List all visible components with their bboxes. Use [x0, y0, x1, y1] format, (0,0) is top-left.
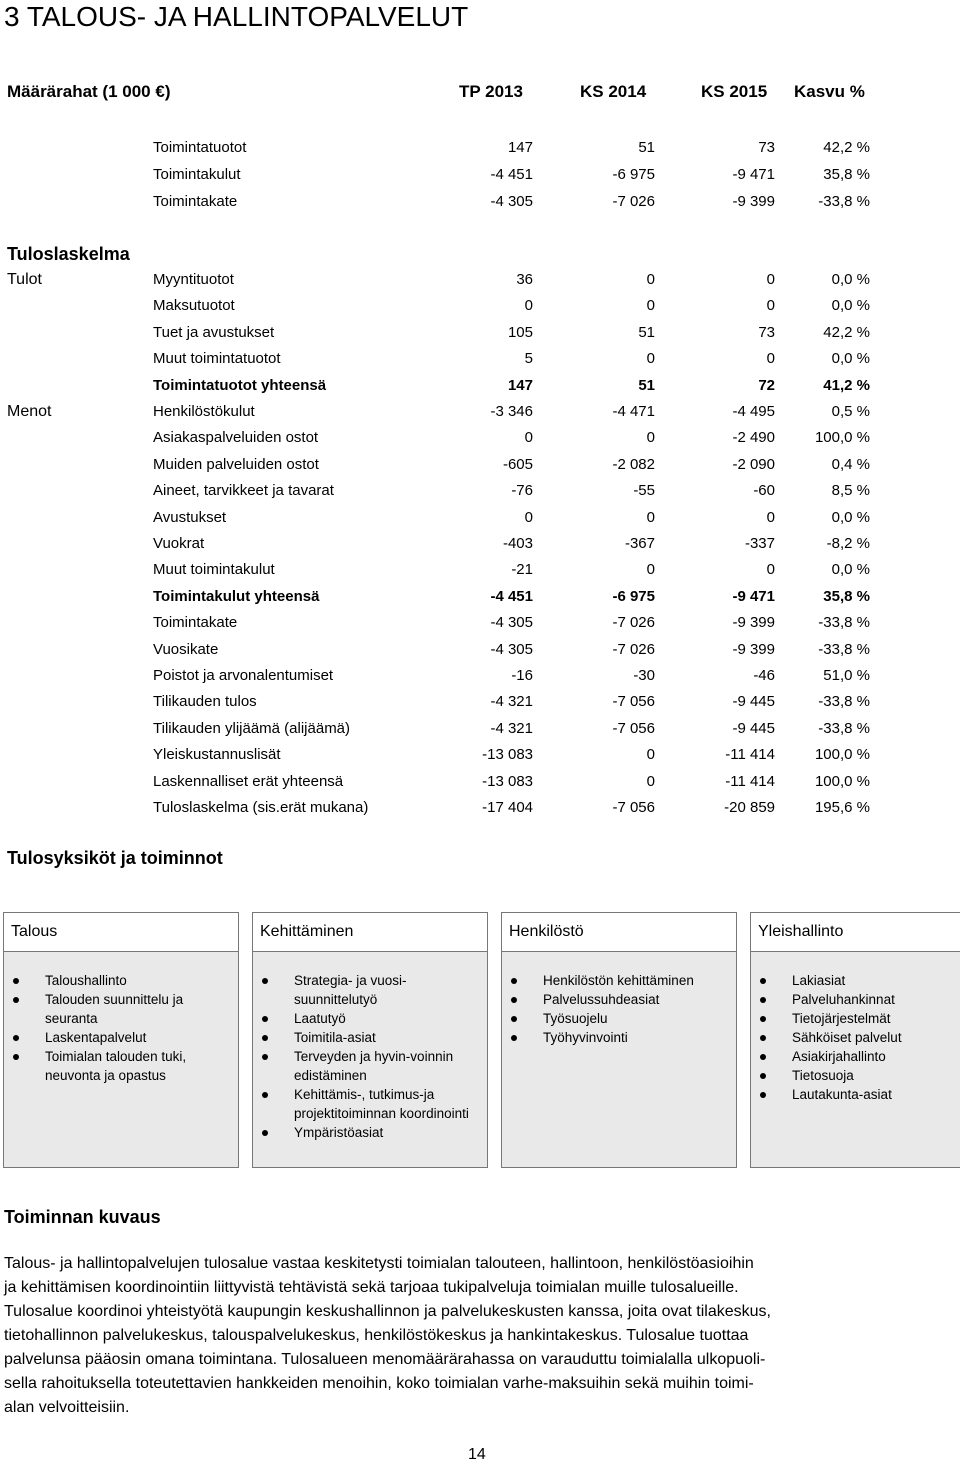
- unit-title: Yleishallinto: [751, 913, 960, 952]
- value-tp2013: -403: [502, 535, 533, 552]
- unit-item-list: [4, 971, 238, 1085]
- table-header-ks2014: KS 2014: [580, 82, 647, 101]
- description-line: Talous- ja hallintopalvelujen tulosalue vastaa keskitetysti toimialan talouteen, hallintoon, henkilöstöasioihin: [4, 1255, 754, 1272]
- value-ks2014: -7 026: [612, 614, 655, 632]
- value-ks2014: 51: [638, 376, 655, 394]
- value-growth: 0,0 %: [831, 508, 870, 526]
- value-tp2013: -4 321: [490, 693, 533, 711]
- value-growth: 41,2 %: [823, 376, 870, 394]
- list-item: [4, 990, 238, 1028]
- row-label: Poistot ja arvonalentumiset: [153, 667, 334, 684]
- group-label: Tulot: [7, 271, 42, 288]
- value-growth: 51,0 %: [823, 667, 870, 684]
- value-ks2014: -55: [633, 482, 655, 500]
- row-label: Muiden palveluiden ostot: [153, 455, 319, 473]
- value-ks2014: 0: [646, 508, 655, 526]
- value-ks2014: -30: [633, 667, 655, 684]
- bullet-icon: [511, 1016, 517, 1022]
- list-item: [253, 1085, 487, 1123]
- table-header-ks2015: KS 2015: [701, 82, 768, 101]
- table-row: [0, 639, 960, 661]
- description-line: alan velvoitteisiin.: [4, 1399, 130, 1416]
- value-growth: 100,0 %: [814, 429, 870, 447]
- bullet-icon: [262, 978, 268, 984]
- list-item-text: Työhyvinvointi: [543, 1030, 628, 1045]
- list-item: [751, 1066, 960, 1085]
- bullet-icon: [760, 1054, 766, 1060]
- value-tp2013: -4 321: [490, 719, 533, 737]
- value-ks2015: -9 471: [732, 166, 775, 183]
- value-ks2015: -9 399: [732, 640, 775, 658]
- value-ks2014: -367: [624, 535, 655, 552]
- value-tp2013: 0: [524, 429, 533, 447]
- row-label: Tilikauden ylijäämä (alijäämä): [153, 719, 351, 737]
- value-tp2013: -17 404: [482, 799, 533, 816]
- bullet-icon: [262, 1035, 268, 1041]
- row-label: Muut toimintatuotot: [153, 350, 281, 368]
- unit-title: Kehittäminen: [253, 913, 487, 952]
- table-row: [0, 533, 960, 555]
- row-label: Vuokrat: [153, 535, 205, 552]
- value-ks2015: -20 859: [724, 799, 775, 816]
- value-tp2013: 5: [524, 350, 533, 368]
- value-ks2014: -4 471: [612, 403, 655, 420]
- row-label: Asiakaspalveluiden ostot: [153, 429, 319, 447]
- row-label: Toimintakulut: [153, 166, 241, 183]
- bullet-icon: [13, 1035, 19, 1041]
- row-label: Yleiskustannuslisät: [153, 746, 281, 764]
- value-tp2013: 147: [507, 139, 533, 156]
- value-ks2014: 0: [646, 561, 655, 579]
- table-row: [0, 797, 960, 819]
- description-line: Tulosalue koordinoi yhteistyötä kaupungin keskushallinnon ja palvelukeskusten kanssa, joita ovat tilakeskus,: [4, 1303, 771, 1320]
- list-item-text: Tietosuoja: [792, 1068, 854, 1083]
- table-row: [0, 401, 960, 423]
- bullet-icon: [760, 1073, 766, 1079]
- bullet-icon: [13, 997, 19, 1003]
- value-ks2015: -11 414: [725, 746, 775, 764]
- group-label: Menot: [7, 403, 52, 420]
- value-ks2015: 73: [758, 139, 775, 156]
- table-row: [0, 137, 960, 159]
- value-ks2015: -337: [744, 535, 775, 552]
- row-label: Toimintakate: [153, 614, 238, 632]
- value-tp2013: -4 305: [490, 614, 533, 632]
- list-item: [502, 1028, 736, 1047]
- table-row: [0, 191, 960, 213]
- row-label: Tuet ja avustukset: [153, 323, 275, 341]
- list-item-text: Toimitila-asiat: [294, 1030, 376, 1045]
- value-growth: 0,0 %: [831, 271, 870, 288]
- list-item: [253, 1047, 487, 1085]
- list-item-text: Strategia- ja vuosi-suunnittelutyö: [294, 973, 407, 1007]
- table-row: [0, 454, 960, 476]
- value-ks2014: -6 975: [612, 587, 655, 605]
- value-ks2015: 0: [766, 271, 775, 288]
- table-row: [0, 348, 960, 370]
- value-growth: 35,8 %: [823, 166, 870, 183]
- value-tp2013: -605: [502, 455, 533, 473]
- value-ks2014: -7 056: [612, 799, 655, 816]
- value-growth: 42,2 %: [823, 323, 870, 341]
- list-item-text: Henkilöstön kehittäminen: [543, 973, 694, 988]
- list-item: [751, 971, 960, 990]
- value-ks2015: 73: [758, 323, 775, 341]
- list-item: [502, 971, 736, 990]
- bullet-icon: [760, 1092, 766, 1098]
- value-growth: -8,2 %: [826, 535, 870, 552]
- value-tp2013: -16: [511, 667, 533, 684]
- list-item-text: Terveyden ja hyvin-voinnin edistäminen: [294, 1049, 454, 1083]
- value-ks2014: -7 026: [612, 640, 655, 658]
- value-tp2013: 0: [524, 508, 533, 526]
- description-line: palvelunsa pääosin omana toimintana. Tulosalueen menomäärärahassa on varauduttu toimialalla ulkopuoli-: [4, 1351, 766, 1368]
- value-tp2013: -3 346: [490, 403, 533, 420]
- list-item: [502, 990, 736, 1009]
- list-item: [4, 1028, 238, 1047]
- row-label: Avustukset: [153, 508, 227, 526]
- bullet-icon: [511, 997, 517, 1003]
- description-title: Toiminnan kuvaus: [4, 1207, 161, 1227]
- value-growth: -33,8 %: [818, 640, 870, 658]
- row-label: Toimintatuotot: [153, 139, 247, 156]
- bullet-icon: [13, 978, 19, 984]
- value-ks2015: 0: [766, 508, 775, 526]
- table-row: [0, 164, 960, 186]
- value-tp2013: -13 083: [482, 772, 533, 790]
- list-item: [751, 1085, 960, 1104]
- list-item: [502, 1009, 736, 1028]
- value-ks2015: -11 414: [725, 772, 775, 790]
- value-tp2013: -4 451: [490, 587, 533, 605]
- row-label: Muut toimintakulut: [153, 561, 275, 579]
- table-row: [0, 375, 960, 397]
- row-label: Aineet, tarvikkeet ja tavarat: [153, 482, 334, 500]
- value-ks2015: 0: [766, 350, 775, 368]
- value-growth: 100,0 %: [814, 746, 870, 764]
- table-header-growth: Kasvu %: [794, 82, 865, 101]
- value-growth: 0,0 %: [831, 350, 870, 368]
- unit-box: [3, 912, 239, 1168]
- row-label: Laskennalliset erät yhteensä: [153, 772, 344, 790]
- income-statement-title: Tuloslaskelma: [7, 244, 130, 264]
- list-item: [751, 1047, 960, 1066]
- value-ks2014: -7 026: [612, 193, 655, 210]
- value-ks2015: -9 399: [732, 193, 775, 210]
- table-row: [0, 691, 960, 713]
- value-ks2014: 0: [646, 350, 655, 368]
- value-growth: 8,5 %: [831, 482, 870, 500]
- bullet-icon: [511, 1035, 517, 1041]
- unit-title: Henkilöstö: [502, 913, 736, 952]
- value-growth: 0,5 %: [831, 403, 870, 420]
- table-header-label: Määrärahat (1 000 €): [7, 82, 171, 101]
- table-row: [0, 269, 960, 291]
- list-item-text: Laskentapalvelut: [45, 1030, 147, 1045]
- value-ks2014: 51: [638, 323, 655, 341]
- value-growth: 0,0 %: [831, 297, 870, 315]
- list-item-text: Asiakirjahallinto: [792, 1049, 886, 1064]
- table-row: [0, 507, 960, 529]
- bullet-icon: [262, 1016, 268, 1022]
- value-ks2014: -2 082: [612, 455, 655, 473]
- value-ks2015: -9 471: [732, 587, 775, 605]
- row-label: Toimintatuotot yhteensä: [153, 376, 327, 394]
- value-tp2013: 105: [507, 323, 533, 341]
- list-item: [4, 1047, 238, 1085]
- list-item: [751, 1009, 960, 1028]
- list-item-text: Talouden suunnittelu ja seuranta: [45, 992, 184, 1026]
- value-growth: -33,8 %: [818, 614, 870, 632]
- description-text: [4, 1252, 949, 1420]
- value-ks2014: -7 056: [612, 693, 655, 711]
- table-row: [0, 322, 960, 344]
- table-row: [0, 744, 960, 766]
- table-row: [0, 718, 960, 740]
- row-label: Myyntituotot: [153, 271, 234, 288]
- page-title: 3 TALOUS- JA HALLINTOPALVELUT: [4, 1, 469, 32]
- value-tp2013: -4 305: [490, 640, 533, 658]
- value-ks2014: 0: [646, 271, 655, 288]
- value-ks2015: -46: [753, 667, 775, 684]
- list-item-text: Taloushallinto: [45, 973, 127, 988]
- bullet-icon: [760, 1016, 766, 1022]
- value-tp2013: -21: [511, 561, 533, 579]
- units-title: Tulosyksiköt ja toiminnot: [7, 848, 223, 868]
- value-tp2013: -13 083: [482, 746, 533, 764]
- bullet-icon: [760, 1035, 766, 1041]
- row-label: Henkilöstökulut: [153, 403, 255, 420]
- value-ks2015: -9 445: [732, 693, 775, 711]
- list-item-text: Ympäristöasiat: [294, 1125, 384, 1140]
- unit-item-list: [751, 971, 960, 1104]
- value-tp2013: 0: [524, 297, 533, 315]
- list-item-text: Tietojärjestelmät: [792, 1011, 891, 1026]
- page-number: 14: [468, 1446, 486, 1463]
- unit-box: [501, 912, 737, 1168]
- list-item-text: Kehittämis-, tutkimus-ja projektitoiminnan koordinointi: [294, 1087, 469, 1121]
- list-item: [253, 1009, 487, 1028]
- value-ks2014: 0: [646, 297, 655, 315]
- row-label: Toimintakate: [153, 193, 238, 210]
- description-line: tietohallinnon palvelukeskus, talouspalvelukeskus, henkilöstökeskus ja hankintakeskus. Tulosalue tuottaa: [4, 1327, 749, 1344]
- value-ks2014: 0: [646, 429, 655, 447]
- bullet-icon: [262, 1092, 268, 1098]
- list-item: [253, 1123, 487, 1142]
- value-ks2015: -4 495: [732, 403, 775, 420]
- bullet-icon: [760, 978, 766, 984]
- value-ks2015: 0: [766, 297, 775, 315]
- value-tp2013: -76: [511, 482, 533, 500]
- unit-box: [252, 912, 488, 1168]
- value-growth: -33,8 %: [818, 693, 870, 711]
- value-ks2015: 0: [766, 561, 775, 579]
- list-item-text: Palveluhankinnat: [792, 992, 895, 1007]
- row-label: Toimintakulut yhteensä: [153, 587, 320, 605]
- value-growth: 100,0 %: [814, 772, 870, 790]
- description-line: sella rahoituksella toteutettavien hankkeiden menoihin, koko toimialan varhe-maksuihin sekä muihin toimi-: [4, 1375, 754, 1392]
- table-row: [0, 586, 960, 608]
- description-line: ja kehittämisen koordinointiin liittyvistä tehtävistä sekä tarjoaa tukipalveluja toimialan muille tulosalueille.: [4, 1279, 739, 1296]
- list-item-text: Toimialan talouden tuki, neuvonta ja opastus: [45, 1049, 187, 1083]
- row-label: Maksutuotot: [153, 297, 235, 315]
- value-tp2013: -4 451: [490, 166, 533, 183]
- value-ks2014: 0: [646, 746, 655, 764]
- unit-box: [750, 912, 960, 1168]
- list-item-text: Työsuojelu: [543, 1011, 608, 1026]
- value-ks2014: -7 056: [612, 719, 655, 737]
- value-ks2015: -2 490: [732, 429, 775, 447]
- table-row: [0, 295, 960, 317]
- list-item: [751, 1028, 960, 1047]
- bullet-icon: [262, 1130, 268, 1136]
- value-ks2014: -6 975: [612, 166, 655, 183]
- value-growth: 42,2 %: [823, 139, 870, 156]
- table-row: [0, 559, 960, 581]
- value-growth: -33,8 %: [818, 719, 870, 737]
- value-ks2015: -9 445: [732, 719, 775, 737]
- table-row: [0, 665, 960, 687]
- value-growth: 35,8 %: [823, 587, 870, 605]
- value-ks2015: -60: [753, 482, 775, 500]
- value-tp2013: 36: [516, 271, 533, 288]
- value-ks2014: 51: [638, 139, 655, 156]
- list-item: [4, 971, 238, 990]
- value-growth: 0,0 %: [831, 561, 870, 579]
- value-ks2014: 0: [646, 772, 655, 790]
- value-growth: 195,6 %: [814, 799, 870, 816]
- list-item-text: Laatutyö: [294, 1011, 346, 1026]
- value-ks2015: 72: [758, 376, 775, 394]
- value-ks2015: -9 399: [732, 614, 775, 632]
- table-row: [0, 612, 960, 634]
- unit-item-list: [502, 971, 736, 1047]
- bullet-icon: [760, 997, 766, 1003]
- bullet-icon: [13, 1054, 19, 1060]
- list-item-text: Lautakunta-asiat: [792, 1087, 892, 1102]
- unit-item-list: [253, 971, 487, 1142]
- value-tp2013: 147: [507, 376, 533, 394]
- list-item: [253, 1028, 487, 1047]
- table-row: [0, 480, 960, 502]
- value-growth: -33,8 %: [818, 193, 870, 210]
- row-label: Tuloslaskelma (sis.erät mukana): [153, 799, 369, 816]
- list-item: [751, 990, 960, 1009]
- bullet-icon: [262, 1054, 268, 1060]
- table-row: [0, 771, 960, 793]
- list-item-text: Palvelussuhdeasiat: [543, 992, 660, 1007]
- list-item: [253, 971, 487, 1009]
- value-growth: 0,4 %: [831, 455, 870, 473]
- value-ks2015: -2 090: [732, 455, 775, 473]
- bullet-icon: [511, 978, 517, 984]
- list-item-text: Lakiasiat: [792, 973, 846, 988]
- row-label: Vuosikate: [153, 640, 219, 658]
- list-item-text: Sähköiset palvelut: [792, 1030, 902, 1045]
- row-label: Tilikauden tulos: [153, 693, 257, 711]
- value-tp2013: -4 305: [490, 193, 533, 210]
- table-header-tp2013: TP 2013: [459, 82, 523, 101]
- table-row: [0, 427, 960, 449]
- unit-title: Talous: [4, 913, 238, 952]
